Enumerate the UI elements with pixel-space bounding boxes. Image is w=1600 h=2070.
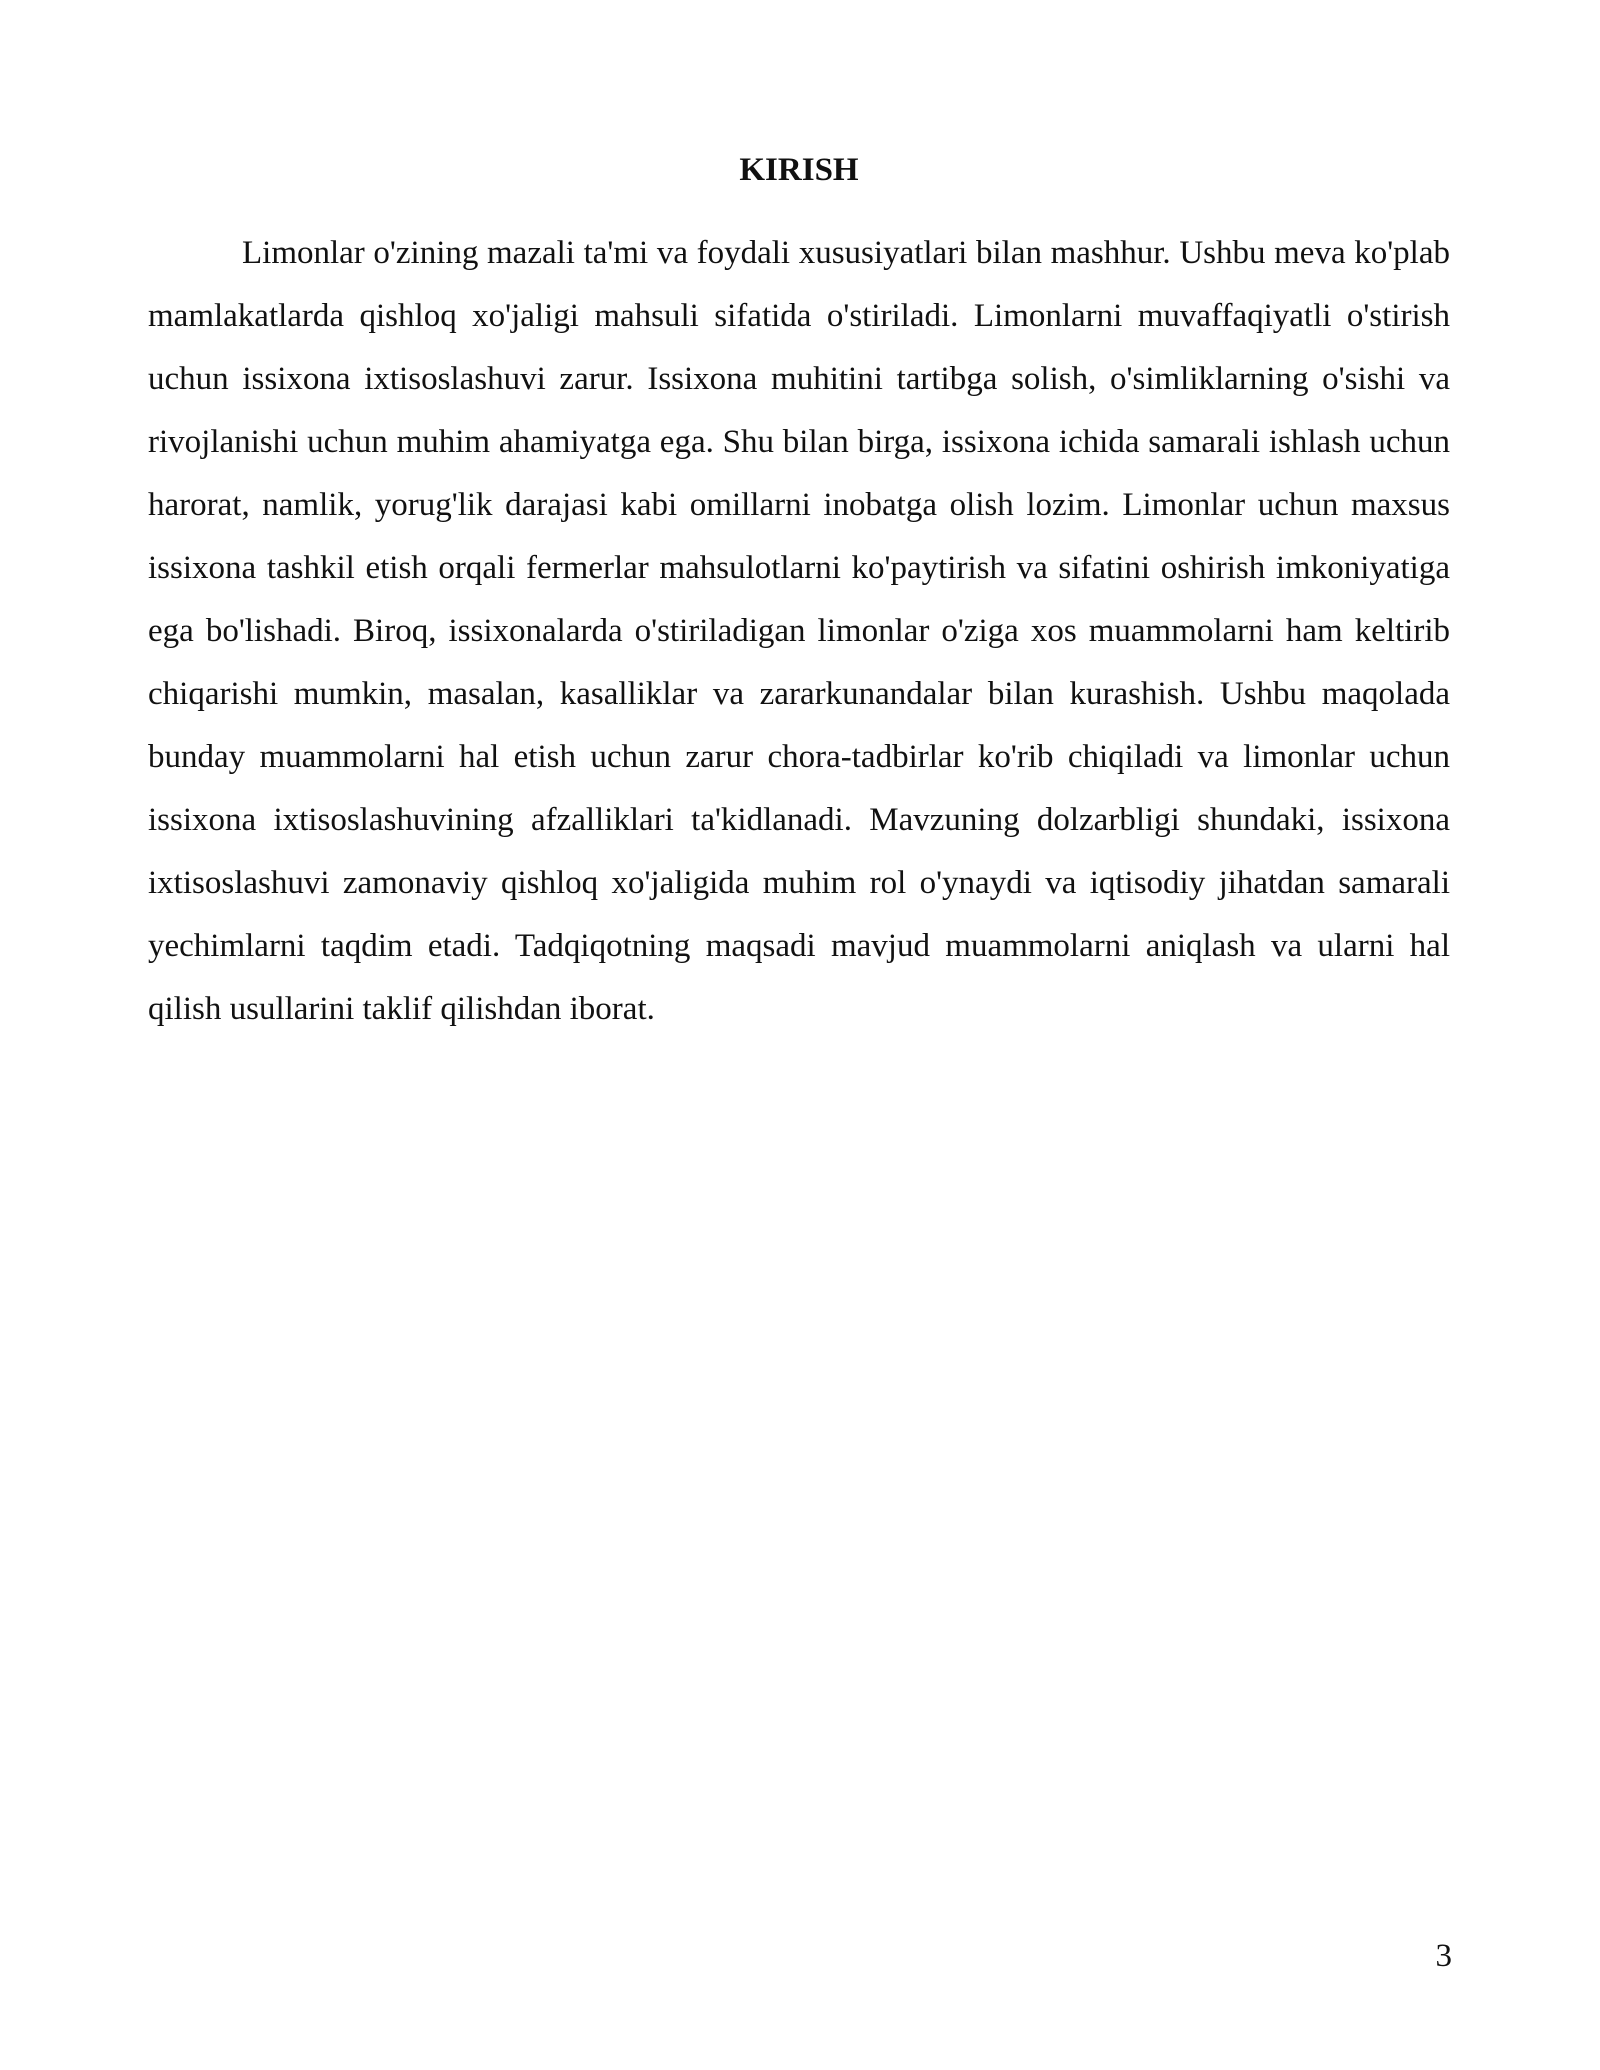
introduction-paragraph: Limonlar o'zining mazali ta'mi va foydali xususiyatlari bilan mashhur. Ushbu meva ko'plab mamlakatlarda qishloq xo'jaligi mahsuli sifatida o'stiriladi. Limonlarni muvaffaqiyatli o'stirish uchun issixona ixtisoslashuvi zarur. Issixona muhitini tartibga solish, o'simliklarning o'sishi va rivojlanishi uchun muhim ahamiyatga ega. Shu bilan birga, issixona ichida samarali ishlash uchun harorat, namlik, yorug'lik darajasi kabi omillarni inobatga olish lozim. Limonlar uchun maxsus issixona tashkil etish orqali fermerlar mahsulotlarni ko'paytirish va sifatini oshirish imkoniyatiga ega bo'lishadi. Biroq, issixonalarda o'stiriladigan limonlar o'ziga xos muammolarni ham keltirib chiqarishi mumkin, masalan, kasalliklar va zararkunandalar bilan kurashish. Ushbu maqolada bunday muammolarni hal etish uchun zarur chora-tadbirlar ko'rib chiqiladi va limonlar uchun issixona ixtisoslashuvining afzalliklari ta'kidlanadi. Mavzuning dolzarbligi shundaki, issixona ixtisoslashuvi zamonaviy qishloq xo'jaligida muhim rol o'ynaydi va iqtisodiy jihatdan samarali yechimlarni taqdim etadi. Tadqiqotning maqsadi mavjud muammolarni aniqlash va ularni hal qilish usullarini taklif qilishdan iborat. xyxy=(148,235,1450,1027)
section-heading: KIRISH xyxy=(739,152,859,188)
page-number: 3 xyxy=(1435,1938,1452,1974)
